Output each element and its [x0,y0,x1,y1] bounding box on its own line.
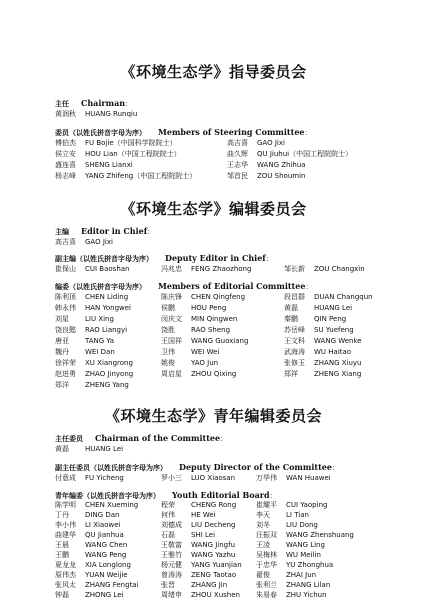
role-en-label: Editor in Chief [81,226,148,236]
member-zh-name: 刘冬 [256,521,270,529]
member-en-name: CHENG Rong [191,501,237,509]
member-en-name: YU Zhonghua [286,561,334,569]
member-entry [55,570,128,580]
member-en-name: ZHANG Lilan [286,581,331,589]
member-zh-name: 吴梅林 [256,551,277,559]
member-en-name: ZHOU Xushen [191,591,240,599]
member-en-name: WANG Zhenshuang [286,531,354,539]
member-entry [161,570,236,580]
member-zh-name: 曾涛涛 [161,571,182,579]
member-entry: 闵庆文 MIN Qingwen [161,315,238,323]
member-entry: 杨志峰 YANG Zhifeng（中国工程院院士） [55,172,197,180]
member-entry [256,550,321,560]
member-entry: 陈庆锋 CHEN Qingfeng [161,293,246,301]
member-zh-name: 丁丹 [55,511,69,519]
member-entry: 卫伟 WEI Wei [161,348,220,356]
member-entry [256,580,330,590]
member-entry [161,530,215,540]
member-en-name: LIU Decheng [191,521,236,529]
member-entry: 黄磊 HUANG Lei [55,445,124,453]
member-en-name: CUI Yaoping [286,501,328,509]
member-entry [161,590,240,600]
role-en-label: Members of Steering Committee [158,127,305,137]
member-zh-name: 曲建华 [55,531,76,539]
member-zh-name: 张利兰 [256,581,277,589]
member-entry [161,560,242,570]
member-zh-name: 周绪申 [161,591,182,599]
member-en-name: ZHU Yichun [286,591,327,599]
editorial-title: 《环境生态学》编辑委员会 [120,200,307,218]
member-entry: 王志华 WANG Zhihua [227,161,306,169]
member-entry: 姚俊 YAO Jun [161,359,219,367]
member-entry [161,550,235,560]
member-en-name: WANG Peng [85,551,127,559]
member-entry: 付意成 FU Yicheng [55,474,124,482]
member-entry: 唐亚 TANG Ya [55,337,115,345]
member-entry: 高吉喜 GAO Jixi [227,139,285,147]
member-entry: 饶胜 RAO Sheng [161,326,231,334]
member-entry [55,510,119,520]
member-zh-name: 钟磊 [55,591,69,599]
member-entry [256,500,327,510]
role-en-label: Deputy Director of the Committee [179,462,332,472]
member-entry: 王国祥 WANG Guoxiang [161,337,249,345]
member-entry [161,520,235,530]
role-zh-label: 副主任委员（以姓氏拼音字母为序） [55,464,167,472]
member-zh-name: 王鹏 [55,551,69,559]
member-en-name: LI Xiaowei [85,521,121,529]
role-heading-chairman: 主任 Chairman ： [55,98,133,108]
member-en-name: QU Jianhua [85,531,124,539]
member-entry [256,540,325,550]
role-zh-label: 委员（以姓氏拼音字母为序） [55,129,146,137]
member-entry: 段昌群 DUAN Changqun [284,293,373,301]
member-entry: 崔保山 CUI Baoshan [55,265,130,273]
member-entry: 饶良懿 RAO Liangyi [55,326,128,334]
member-zh-name: 陈学明 [55,501,76,509]
member-entry: 邹长新 ZOU Changxin [284,265,365,273]
member-entry: 苏岳峰 SU Yuefeng [284,326,354,334]
member-en-name: DING Dan [85,511,120,519]
member-entry: 黄磊 HUANG Lei [284,304,353,312]
member-entry: 周启星 ZHOU Qixing [161,370,237,378]
role-heading-youth-chairman: 主任委员 Chairman of the Committee ： [55,433,228,443]
role-heading-deputy-editor: 副主编（以姓氏拼音字母为序） Deputy Editor in Chief ： [55,253,273,263]
member-zh-name: 李小伟 [55,521,76,529]
role-en-label: Chairman of the Committee [95,433,221,443]
member-en-name: WANG Chen [85,541,128,549]
role-zh-label: 青年编委（以姓氏拼音字母为序） [55,492,160,500]
member-en-name: WU Meilin [286,551,321,559]
member-zh-name: 杨元健 [161,561,182,569]
member-zh-name: 崔耀平 [256,501,277,509]
member-entry: 郑洋 ZHENG Yang [55,381,129,389]
member-entry [55,550,126,560]
role-en-label: Youth Editorial Board [172,490,270,500]
member-zh-name: 刘德成 [161,521,182,529]
member-entry [161,510,216,520]
member-entry [55,520,120,530]
member-en-name: LI Tian [286,511,309,519]
member-entry: 罗小三 LUO Xiaosan [161,474,236,482]
member-zh-name: 程荣 [161,501,175,509]
member-entry: 曲久辉 QU Jiuhui（中国工程院院士） [227,150,353,158]
member-entry: 魏丹 WEI Dan [55,348,115,356]
guidance-title: 《环境生态学》指导委员会 [120,63,307,81]
youth-title: 《环境生态学》青年编辑委员会 [104,407,322,425]
member-entry [161,580,227,590]
member-en-name: SHI Lei [191,531,216,539]
member-zh-name: 原伟杰 [55,571,76,579]
member-en-name: WANG Yazhu [191,551,236,559]
member-entry [256,520,318,530]
member-en-name: XIA Longlong [85,561,131,569]
member-en-name: YUAN Weijie [85,571,128,579]
member-entry: 邹首民 ZOU Shoumin [227,172,306,180]
member-entry [161,500,236,510]
member-en-name: WANG Jingfu [191,541,236,549]
member-en-name: WANG Ling [286,541,325,549]
member-entry: 张修玉 ZHANG Xiuyu [284,359,362,367]
member-entry: 盛连喜 SHENG Lianxi [55,161,133,169]
member-entry [55,530,124,540]
member-en-name: ZHONG Lei [85,591,124,599]
role-en-label: Chairman [81,98,126,108]
member-entry: 徐祥荣 XU Xiangrong [55,359,133,367]
member-zh-name: 石磊 [161,531,175,539]
member-entry: 高吉喜 GAO Jixi [55,238,113,246]
member-entry: 黄润秋 HUANG Runqiu [55,110,138,118]
member-en-name: YANG Yuanjian [191,561,242,569]
member-entry [55,500,138,510]
role-zh-label: 主任 [55,100,69,108]
role-heading-steering-members: 委员（以姓氏拼音字母为序） Members of Steering Committee ： [55,127,312,137]
member-zh-name: 汪振双 [256,531,277,539]
member-zh-name: 王晨 [55,541,69,549]
member-entry [55,580,139,590]
role-zh-label: 副主编（以姓氏拼音字母为序） [55,255,153,263]
member-zh-name: 李天 [256,511,270,519]
member-entry: 陈利顶 CHEN Liding [55,293,129,301]
member-entry: 秦鹏 QIN Peng [284,315,347,323]
member-entry: 韩永伟 HAN Yongwei [55,304,131,312]
role-heading-youth-deputy: 副主任委员（以姓氏拼音字母为序） Deputy Director of the Committee ： [55,462,339,472]
member-entry: 万华伟 WAN Huawei [256,474,331,482]
member-zh-name: 王凌 [256,541,270,549]
member-zh-name: 何伟 [161,511,175,519]
member-en-name: CHEN Xueming [85,501,139,509]
member-entry: 武海涛 WU Haitao [284,348,352,356]
member-entry [256,510,309,520]
member-en-name: LIU Dong [286,521,318,529]
member-entry: 侯鹏 HOU Peng [161,304,227,312]
member-zh-name: 王雅竹 [161,551,182,559]
member-zh-name: 于忠华 [256,561,277,569]
member-zh-name: 张晋 [161,581,175,589]
role-en-label: Members of Editorial Committee [158,281,306,291]
member-entry: 傅伯杰 FU Bojie（中国科学院院士） [55,139,177,147]
role-heading-youth-board: 青年编委（以姓氏拼音字母为序） Youth Editorial Board ： [55,490,277,500]
member-entry [256,590,327,600]
member-zh-name: 王敬富 [161,541,182,549]
member-en-name: HE Wei [191,511,216,519]
member-entry: 郑祥 ZHENG Xiang [284,370,362,378]
member-en-name: ZHAI Jun [286,571,317,579]
role-zh-label: 编委（以姓氏拼音字母为序） [55,283,146,291]
member-entry [55,540,127,550]
member-zh-name: 夏龙龙 [55,561,76,569]
member-entry [256,530,354,540]
member-entry [55,560,131,570]
member-entry [256,570,316,580]
member-zh-name: 张风太 [55,581,76,589]
member-entry [161,540,235,550]
role-heading-editorial-members: 编委（以姓氏拼音字母为序） Members of Editorial Committee ： [55,281,313,291]
member-en-name: ZHANG Fengtai [85,581,139,589]
member-entry: 侯立安 HOU Lian（中国工程院院士） [55,150,181,158]
member-en-name: ZENG Taotao [191,571,237,579]
role-en-label: Deputy Editor in Chief [165,253,266,263]
member-entry: 王文科 WANG Wenke [284,337,362,345]
member-en-name: ZHANG Jin [191,581,228,589]
role-zh-label: 主编 [55,228,69,236]
role-zh-label: 主任委员 [55,435,83,443]
member-entry: 赵进勇 ZHAO Jinyong [55,370,134,378]
member-zh-name: 朱易春 [256,591,277,599]
role-heading-editor-in-chief: 主编 Editor in Chief ： [55,226,155,236]
member-entry [55,590,123,600]
member-entry: 刘星 LIU Xing [55,315,114,323]
member-entry: 冯兆忠 FENG Zhaozhong [161,265,252,273]
member-zh-name: 翟俊 [256,571,270,579]
member-entry [256,560,333,570]
